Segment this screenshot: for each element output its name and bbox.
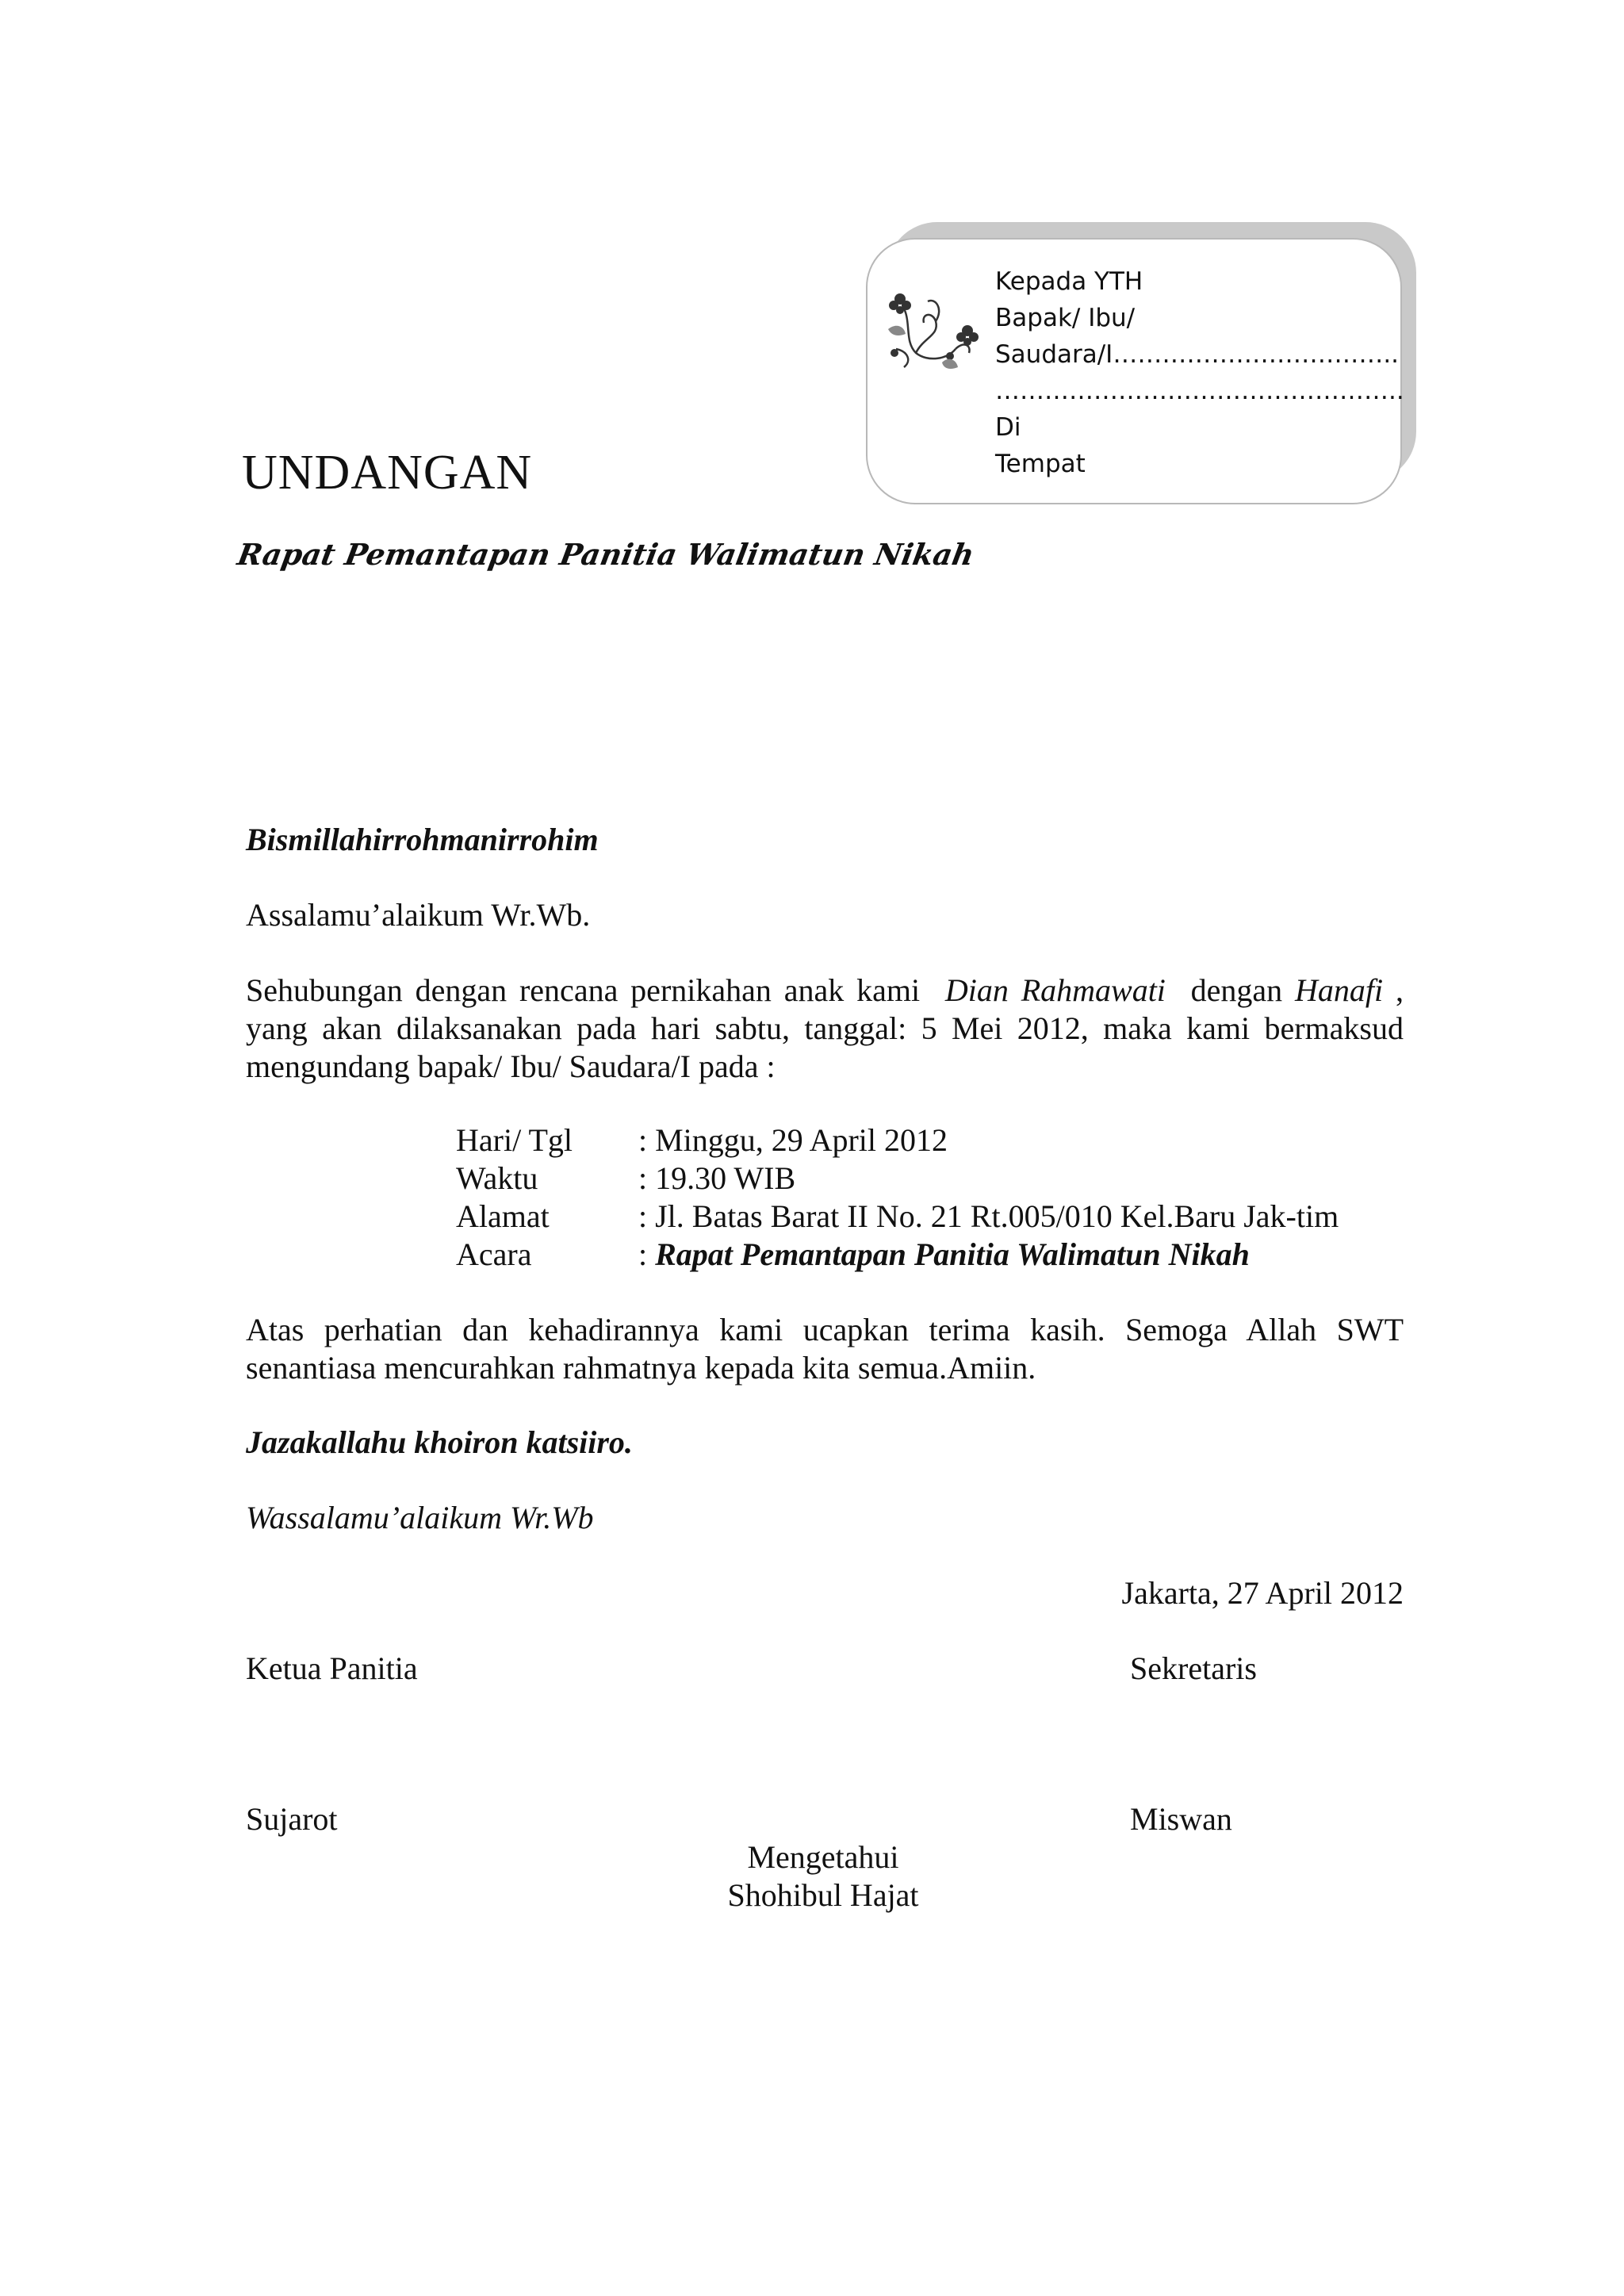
intro-text-b: dengan	[1190, 972, 1283, 1008]
greeting: Assalamu’alaikum Wr.Wb.	[246, 897, 591, 933]
shohibul-hajat: Shohibul Hajat	[727, 1877, 919, 1913]
paragraph-intro-line-2: yang akan dilaksanakan pada hari sabtu, tanggal: 5 Mei 2012, maka kami bermaksud	[246, 1010, 1404, 1046]
page-title: UNDANGAN	[242, 446, 533, 500]
place-date: Jakarta, 27 April 2012	[1121, 1575, 1404, 1611]
detail-acara-colon: :	[638, 1236, 656, 1272]
paragraph-intro-line-3: mengundang bapak/ Ibu/ Saudara/I pada :	[246, 1048, 776, 1084]
detail-value-hari: : Minggu, 29 April 2012	[638, 1122, 948, 1158]
role-ketua-panitia: Ketua Panitia	[246, 1650, 418, 1686]
bride-name: Dian Rahmawati	[944, 972, 1166, 1008]
card-line-saudara: Saudara/I……………………………..	[995, 340, 1400, 369]
paragraph-thanks	[246, 1311, 1404, 1387]
groom-name: Hanafi	[1295, 972, 1384, 1008]
jazakallahu: Jazakallahu khoiron katsiiro.	[246, 1424, 633, 1460]
mengetahui: Mengetahui	[747, 1839, 899, 1875]
card-line-bapak-ibu: Bapak/ Ibu/	[995, 304, 1136, 332]
detail-label-waktu: Waktu	[456, 1160, 538, 1196]
name-ketua: Sujarot	[246, 1801, 338, 1837]
detail-value-acara	[638, 1236, 1250, 1274]
intro-comma: ,	[1396, 972, 1404, 1008]
closing-greeting: Wassalamu’alaikum Wr.Wb	[246, 1500, 594, 1535]
card-line-tempat: Tempat	[995, 450, 1086, 478]
detail-label-alamat: Alamat	[456, 1198, 550, 1234]
page-subtitle: Rapat Pemantapan Panitia Walimatun Nikah	[235, 537, 977, 572]
detail-value-waktu: : 19.30 WIB	[638, 1160, 796, 1196]
paragraph-thanks-line-1: Atas perhatian dan kehadirannya kami ucapkan terima kasih. Semoga Allah SWT	[246, 1312, 1404, 1347]
paragraph-intro-line-1	[246, 972, 1404, 1010]
card-line-dots: …………………………………………..	[995, 377, 1404, 405]
card-line-di: Di	[995, 413, 1021, 442]
detail-label-hari: Hari/ Tgl	[456, 1122, 573, 1158]
detail-acara-text: Rapat Pemantapan Panitia Walimatun Nikah	[655, 1236, 1250, 1272]
intro-text-a: Sehubungan dengan rencana pernikahan anak kami	[246, 972, 921, 1008]
detail-value-alamat: : Jl. Batas Barat II No. 21 Rt.005/010 Kel.Baru Jak-tim	[638, 1198, 1339, 1234]
name-sekretaris: Miswan	[1130, 1801, 1232, 1837]
paragraph-intro	[246, 972, 1404, 1086]
card-line-kepada: Kepada YTH	[995, 267, 1143, 296]
floral-ornament-icon	[880, 274, 983, 377]
paragraph-thanks-line-2: senantiasa mencurahkan rahmatnya kepada kita semua.Amiin.	[246, 1350, 1036, 1386]
role-sekretaris: Sekretaris	[1130, 1650, 1257, 1686]
bismillah: Bismillahirrohmanirrohim	[246, 822, 599, 857]
detail-label-acara: Acara	[456, 1236, 532, 1272]
